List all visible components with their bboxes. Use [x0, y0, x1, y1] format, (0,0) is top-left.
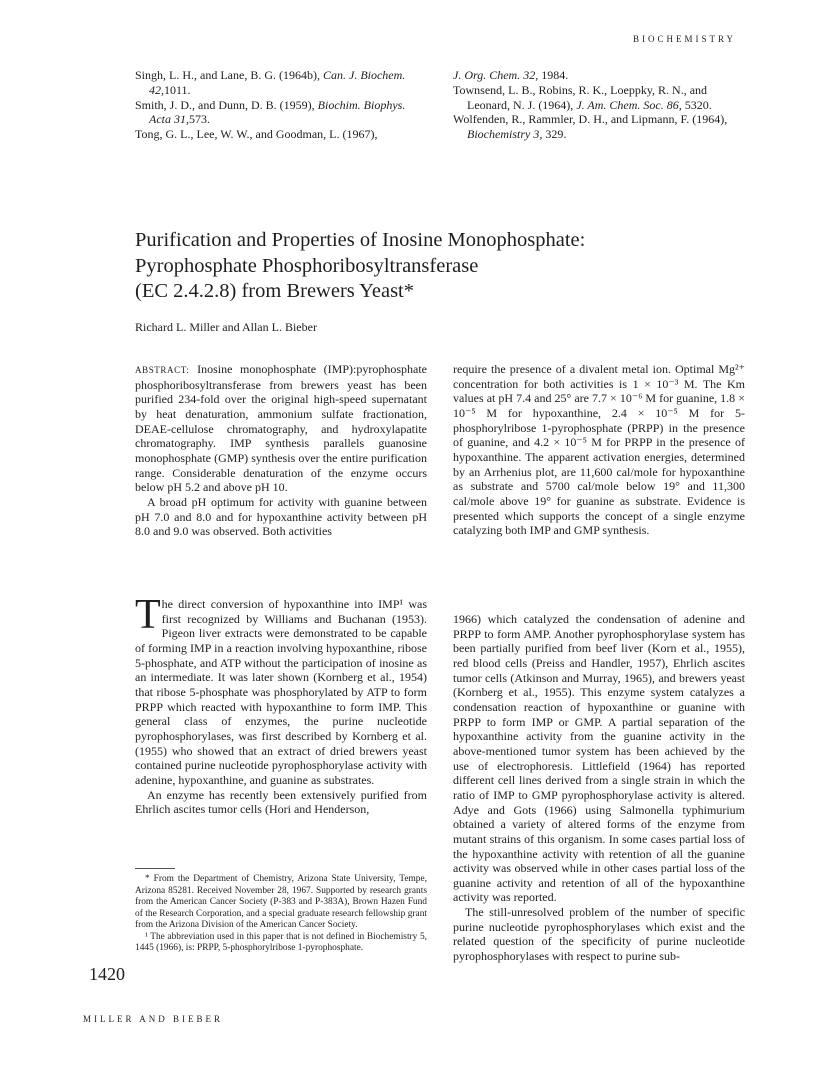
reference-item: Singh, L. H., and Lane, B. G. (1964b), Can. J. Biochem. 42,1011. — [135, 68, 406, 97]
page-number: 1420 — [89, 964, 125, 984]
footnote: ¹ The abbreviation used in this paper that is not defined in Biochemistry 5, 1445 (1966), is: PRPP, 5-phosphorylribose 1-pyrophosphate. — [135, 931, 427, 953]
footnotes — [135, 874, 427, 955]
footnote: * From the Department of Chemistry, Arizona State University, Tempe, Arizona 85281. Received November 28, 1967. Supported by research grants from the American Cancer Society (P-383 and P-383A), Brown Hazen Fund of the Research Corporation, and a special graduate research fellowship grant from the Arizona Division of the American Cancer Society. — [135, 874, 427, 930]
reference-item: Tong, G. L., Lee, W. W., and Goodman, L. (1967), — [135, 127, 378, 142]
reference-item: Townsend, L. B., Robins, R. K., Loeppky, R. N., and Leonard, N. J. (1964), J. Am. Chem. Soc. 86, 5320. — [453, 82, 712, 112]
drop-cap: T — [135, 592, 161, 638]
body-left-column — [135, 592, 427, 817]
abstract-paragraph: require the presence of a divalent metal ion. Optimal Mg²⁺ concentration for both activities is 1 × 10⁻³ M. The Km values at pH 7.4 and 25° are 7.7 × 10⁻⁶ M for guanine, 1.8 × 10⁻⁵ M for hypoxanthine, 2.4 × 10⁻⁵ M for 5-phosphorylribose 1-pyrophosphate (PRPP) in the presence of guanine, and 4.2 × 10⁻⁵ M for PRPP in the presence of hypoxanthine. The apparent activation energies, determined by an Arrhenius plot, are 11,600 cal/mole for hypoxanthine as substrate and 5700 cal/mole below 19° and 11,300 cal/mole above 19° for guanine as substrate. Evidence is presented which supports the concept of a single enzyme catalyzing both IMP and GMP synthesis. — [453, 362, 745, 538]
abstract-paragraph: ABSTRACT: Inosine monophosphate (IMP):pyrophosphate phosphoribosyltransferase from brewers yeast has been purified 234-fold over the original high-speed supernatant by heat denaturation, ammonium sulfate fractionation, DEAE-cellulose chromatography, and hydroxylapatite chromatography. IMP synthesis parallels guanosine monophosphate (GMP) synthesis over the entire purification range. Considerable denaturation of the enzyme occurs below pH 5.2 and above pH 10. — [135, 362, 427, 495]
abstract-right-column — [453, 362, 745, 538]
body-paragraph: The still-unresolved problem of the number of specific purine nucleotide pyrophosphorylases which exist and the related question of the specificity of purine nucleotide pyrophosphorylases with respect to purine sub- — [453, 905, 745, 964]
reference-item: Wolfenden, R., Rammler, D. H., and Lipmann, F. (1964), Biochemistry 3, 329. — [453, 112, 728, 142]
title-line: Purification and Properties of Inosine Monophosphate: — [135, 229, 586, 251]
running-head: BIOCHEMISTRY — [632, 34, 736, 44]
title-line: (EC 2.4.2.8) from Brewers Yeast* — [135, 280, 414, 302]
body-paragraph: 1966) which catalyzed the condensation of adenine and PRPP to form AMP. Another pyrophosphorylase system has been partially purified from beef liver (Korn et al., 1955), red blood cells (Preiss and Handler, 1957), Ehrlich ascites tumor cells (Atkinson and Murray, 1965), and brewers yeast (Kornberg et al., 1955). This enzyme system catalyzes a condensation reaction of hypoxanthine or guanine with PRPP to form IMP or GMP. A partial separation of the hypoxanthine activity from the guanine activity in the above-mentioned tumor system has been achieved by the use of electrophoresis. Littlefield (1964) has reported different cell lines derived from a single strain in which the ratio of IMP to GMP pyrophosphorylase activity is altered. Adye and Gots (1966) using Salmonella typhimurium obtained a variety of altered forms of the enzyme from mutant strains of this organism. In some cases partial loss of the hypoxanthine activity with retention of all the guanine activity was observed while in other cases partial loss of the guanine activity and retention of all of the hypoxanthine activity was reported. — [453, 612, 745, 905]
abstract-label: ABSTRACT: — [135, 365, 190, 375]
footer-authors: MILLER AND BIEBER — [83, 1014, 223, 1024]
references-right — [453, 68, 753, 142]
footnote-rule — [135, 868, 175, 869]
author-list: Richard L. Miller and Allan L. Bieber — [135, 320, 317, 334]
title-line: Pyrophosphate Phosphoribosyltransferase — [135, 254, 479, 277]
body-right-column — [453, 612, 745, 964]
abstract-paragraph: A broad pH optimum for activity with guanine between pH 7.0 and 8.0 and for hypoxanthine activity between pH 8.0 and 9.0 was observed. Both activities — [135, 494, 427, 539]
article-title — [135, 228, 735, 305]
reference-item: Smith, J. D., and Dunn, D. B. (1959), Biochim. Biophys. Acta 31,573. — [135, 97, 406, 127]
body-paragraph: The direct conversion of hypoxanthine into IMP¹ was first recognized by Williams and Buchanan (1953). Pigeon liver extracts were demonstrated to be capable of forming IMP in a reaction involving hypoxanthine, ribose 5-phosphate, and ATP without the participation of inosine as an intermediate. It was later shown (Kornberg et al., 1954) that ribose 5-phosphate was phosphorylated by ATP to form PRPP which reacted with hypoxanthine to form IMP. This general class of enzymes, the purine nucleotide pyrophosphorylases, was first described by Kornberg et al.(1955) who showed that an extract of dried brewers yeast contained purine nucleotide pyrophosphorylase activity with adenine, hypoxanthine, and guanine as substrates. — [135, 592, 427, 787]
references-left — [135, 68, 435, 142]
reference-item: J. Org. Chem. 32, 1984. — [453, 68, 569, 82]
body-paragraph: An enzyme has recently been extensively purified from Ehrlich ascites tumor cells (Hori and Henderson, — [135, 787, 427, 817]
abstract-left-column — [135, 362, 427, 539]
